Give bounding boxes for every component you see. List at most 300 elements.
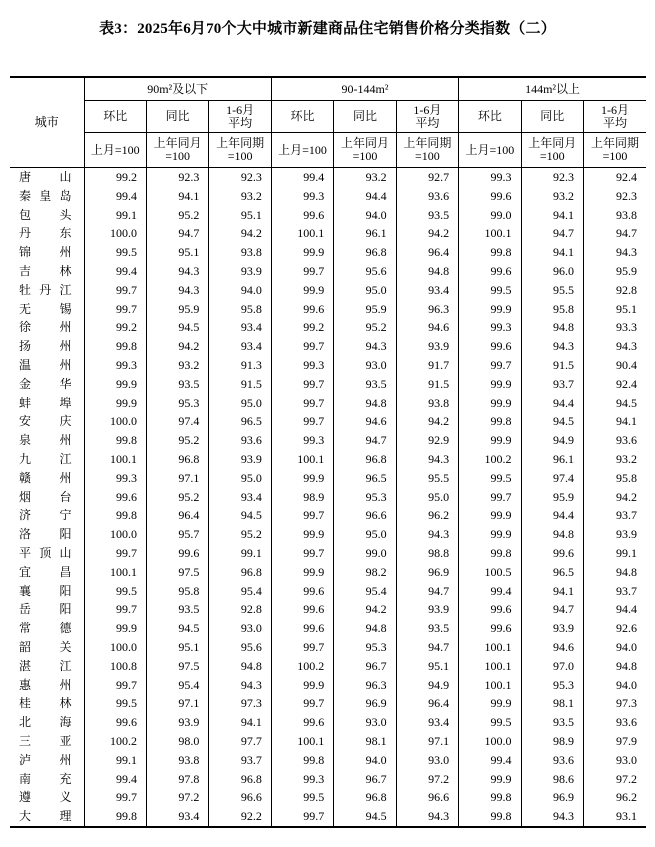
value-cell: 96.8 [209,563,271,582]
city-cell [10,168,84,187]
city-name: 温州 [19,357,72,372]
value-cell: 99.6 [271,600,333,619]
value-cell: 92.8 [209,600,271,619]
value-cell: 99.6 [459,619,521,638]
value-cell: 99.2 [271,318,333,337]
value-cell: 95.2 [146,488,208,507]
metric-header-avg: 1-6月 平均 [583,101,646,133]
value-cell: 94.4 [521,506,583,525]
table-row [10,582,646,601]
value-cell: 99.8 [84,506,146,525]
value-cell: 93.5 [146,375,208,394]
table-row [10,337,646,356]
city-name: 常德 [19,621,72,636]
value-cell: 100.8 [84,657,146,676]
value-cell: 93.6 [209,431,271,450]
value-cell: 94.3 [521,807,583,827]
value-cell: 99.7 [271,638,333,657]
table-row [10,751,646,770]
value-cell: 93.5 [334,375,396,394]
value-cell: 94.0 [209,281,271,300]
value-cell: 96.9 [521,788,583,807]
city-cell [10,356,84,375]
city-name: 九江 [19,451,72,466]
city-cell [10,770,84,789]
value-cell: 97.5 [146,563,208,582]
value-cell: 94.1 [209,713,271,732]
value-cell: 92.7 [396,168,458,187]
value-cell: 99.8 [459,544,521,563]
city-cell [10,807,84,827]
city-name: 徐州 [19,320,72,335]
value-cell: 95.3 [521,676,583,695]
table-row [10,412,646,431]
table-row [10,394,646,413]
value-cell: 99.7 [271,337,333,356]
base-header-same-month: 上年同月 =100 [334,133,396,168]
value-cell: 95.2 [146,206,208,225]
value-cell: 93.7 [209,751,271,770]
value-cell: 94.1 [521,243,583,262]
value-cell: 97.1 [146,694,208,713]
value-cell: 94.0 [583,676,646,695]
city-cell [10,582,84,601]
value-cell: 94.8 [583,563,646,582]
table-row [10,243,646,262]
value-cell: 96.8 [334,450,396,469]
value-cell: 92.4 [583,168,646,187]
value-cell: 93.9 [146,713,208,732]
value-cell: 97.2 [396,770,458,789]
value-cell: 91.5 [209,375,271,394]
city-name: 丹东 [19,226,72,241]
value-cell: 95.3 [334,488,396,507]
value-cell: 95.9 [334,300,396,319]
value-cell: 94.4 [521,394,583,413]
value-cell: 99.5 [459,469,521,488]
value-cell: 92.3 [521,168,583,187]
value-cell: 96.9 [396,563,458,582]
value-cell: 99.9 [459,770,521,789]
city-name: 洛阳 [19,527,72,542]
value-cell: 95.4 [209,582,271,601]
value-cell: 99.6 [84,488,146,507]
value-cell: 96.8 [209,770,271,789]
value-cell: 94.8 [334,619,396,638]
value-cell: 94.3 [146,281,208,300]
value-cell: 94.8 [521,525,583,544]
value-cell: 99.6 [271,206,333,225]
city-cell [10,394,84,413]
value-cell: 93.2 [583,450,646,469]
value-cell: 93.9 [209,262,271,281]
header-row-metrics [10,101,646,133]
value-cell: 95.0 [334,525,396,544]
group-header-90-144: 90-144m² [271,77,458,101]
value-cell: 94.3 [146,262,208,281]
value-cell: 99.7 [271,375,333,394]
value-cell: 93.5 [396,619,458,638]
value-cell: 99.3 [84,356,146,375]
value-cell: 95.1 [396,657,458,676]
city-name: 锦州 [19,245,72,260]
header-row-bases [10,133,646,168]
value-cell: 99.9 [459,525,521,544]
table-row [10,638,646,657]
value-cell: 93.6 [396,187,458,206]
value-cell: 93.2 [521,187,583,206]
value-cell: 98.0 [146,732,208,751]
table-row [10,300,646,319]
table-row [10,807,646,827]
value-cell: 94.3 [583,337,646,356]
value-cell: 93.0 [334,713,396,732]
city-cell [10,732,84,751]
value-cell: 99.1 [583,544,646,563]
city-name: 安庆 [19,414,72,429]
value-cell: 94.8 [334,394,396,413]
value-cell: 94.1 [583,412,646,431]
value-cell: 96.4 [396,694,458,713]
value-cell: 99.7 [84,544,146,563]
value-cell: 93.9 [583,525,646,544]
value-cell: 94.0 [583,638,646,657]
value-cell: 100.1 [271,450,333,469]
value-cell: 99.9 [459,375,521,394]
value-cell: 99.1 [84,751,146,770]
city-name: 惠州 [19,677,72,692]
value-cell: 99.6 [459,187,521,206]
value-cell: 93.8 [209,243,271,262]
value-cell: 99.9 [271,525,333,544]
value-cell: 93.6 [583,713,646,732]
city-name: 泸州 [19,752,72,767]
city-name: 三亚 [19,733,72,748]
value-cell: 93.2 [146,356,208,375]
value-cell: 99.7 [271,506,333,525]
value-cell: 95.8 [521,300,583,319]
value-cell: 94.3 [396,450,458,469]
value-cell: 99.9 [84,619,146,638]
table-header [10,77,646,168]
value-cell: 99.9 [459,506,521,525]
value-cell: 99.8 [84,807,146,827]
value-cell: 99.1 [209,544,271,563]
table-row [10,713,646,732]
value-cell: 94.2 [396,224,458,243]
value-cell: 95.5 [396,469,458,488]
city-cell [10,694,84,713]
city-name: 牡丹江 [19,282,72,297]
value-cell: 99.6 [459,337,521,356]
value-cell: 95.2 [334,318,396,337]
value-cell: 96.8 [334,788,396,807]
city-cell [10,469,84,488]
value-cell: 95.0 [209,469,271,488]
value-cell: 99.4 [271,168,333,187]
value-cell: 94.5 [146,619,208,638]
value-cell: 94.7 [396,582,458,601]
value-cell: 99.7 [84,600,146,619]
city-cell [10,187,84,206]
value-cell: 97.5 [146,657,208,676]
city-cell [10,300,84,319]
value-cell: 92.3 [209,168,271,187]
table-row [10,206,646,225]
value-cell: 95.4 [146,676,208,695]
table-row [10,600,646,619]
metric-header-avg: 1-6月 平均 [209,101,271,133]
value-cell: 95.0 [209,394,271,413]
value-cell: 100.1 [84,563,146,582]
value-cell: 99.6 [521,544,583,563]
value-cell: 99.1 [84,206,146,225]
value-cell: 100.1 [84,450,146,469]
value-cell: 93.7 [583,506,646,525]
city-cell [10,318,84,337]
value-cell: 96.6 [396,788,458,807]
table-row [10,375,646,394]
city-name: 金华 [19,376,72,391]
value-cell: 97.4 [521,469,583,488]
city-cell [10,638,84,657]
city-name: 北海 [19,715,72,730]
value-cell: 94.6 [334,412,396,431]
table-body [10,168,646,827]
city-name: 南充 [19,771,72,786]
value-cell: 93.9 [396,337,458,356]
value-cell: 99.7 [271,412,333,431]
value-cell: 96.5 [334,469,396,488]
city-name: 无锡 [19,301,72,316]
value-cell: 95.3 [334,638,396,657]
value-cell: 99.4 [84,262,146,281]
value-cell: 98.8 [396,544,458,563]
value-cell: 97.3 [583,694,646,713]
value-cell: 100.1 [459,638,521,657]
table-row [10,488,646,507]
value-cell: 94.4 [583,600,646,619]
metric-header-mom: 环比 [271,101,333,133]
value-cell: 99.6 [459,262,521,281]
value-cell: 93.0 [334,356,396,375]
value-cell: 96.9 [334,694,396,713]
value-cell: 94.2 [209,224,271,243]
value-cell: 97.4 [146,412,208,431]
table-row [10,657,646,676]
value-cell: 93.7 [583,582,646,601]
value-cell: 94.7 [396,638,458,657]
value-cell: 92.6 [583,619,646,638]
value-cell: 100.0 [84,525,146,544]
value-cell: 93.7 [521,375,583,394]
value-cell: 99.3 [459,168,521,187]
value-cell: 94.7 [521,600,583,619]
value-cell: 94.7 [334,431,396,450]
city-name: 宜昌 [19,564,72,579]
value-cell: 97.1 [146,469,208,488]
value-cell: 94.0 [334,206,396,225]
value-cell: 99.9 [271,563,333,582]
value-cell: 99.6 [271,582,333,601]
table-row [10,450,646,469]
city-cell [10,506,84,525]
table-row [10,770,646,789]
value-cell: 95.3 [146,394,208,413]
value-cell: 100.0 [84,412,146,431]
value-cell: 95.0 [396,488,458,507]
value-cell: 99.5 [84,694,146,713]
value-cell: 95.8 [209,300,271,319]
table-title: 表3：2025年6月70个大中城市新建商品住宅销售价格分类指数（二） [99,21,556,37]
value-cell: 94.3 [521,337,583,356]
value-cell: 95.6 [209,638,271,657]
value-cell: 99.3 [271,431,333,450]
table-row [10,619,646,638]
value-cell: 97.0 [521,657,583,676]
value-cell: 100.2 [271,657,333,676]
value-cell: 100.5 [459,563,521,582]
city-cell [10,412,84,431]
value-cell: 99.0 [459,206,521,225]
table-row [10,262,646,281]
value-cell: 99.7 [271,694,333,713]
value-cell: 99.9 [84,394,146,413]
value-cell: 99.9 [84,375,146,394]
value-cell: 94.1 [521,206,583,225]
value-cell: 92.2 [209,807,271,827]
city-column-header: 城市 [10,77,84,168]
value-cell: 95.9 [583,262,646,281]
value-cell: 97.8 [146,770,208,789]
value-cell: 99.9 [459,300,521,319]
metric-header-mom: 环比 [459,101,521,133]
value-cell: 99.8 [459,243,521,262]
value-cell: 93.4 [396,713,458,732]
value-cell: 99.4 [84,770,146,789]
value-cell: 99.2 [84,168,146,187]
metric-header-yoy: 同比 [146,101,208,133]
value-cell: 99.3 [271,187,333,206]
value-cell: 92.3 [583,187,646,206]
value-cell: 95.8 [583,469,646,488]
value-cell: 99.4 [459,751,521,770]
city-name: 大理 [19,809,72,824]
metric-header-avg: 1-6月 平均 [396,101,458,133]
city-cell [10,788,84,807]
table-row [10,168,646,187]
value-cell: 94.7 [583,224,646,243]
table-row [10,469,646,488]
value-cell: 95.1 [146,243,208,262]
value-cell: 99.3 [271,770,333,789]
value-cell: 96.3 [396,300,458,319]
value-cell: 94.9 [396,676,458,695]
value-cell: 94.3 [396,525,458,544]
value-cell: 94.5 [583,394,646,413]
value-cell: 99.8 [84,431,146,450]
value-cell: 98.6 [521,770,583,789]
value-cell: 93.2 [334,168,396,187]
table-row [10,788,646,807]
value-cell: 99.9 [271,469,333,488]
table-row [10,506,646,525]
value-cell: 98.9 [271,488,333,507]
city-cell [10,450,84,469]
value-cell: 99.9 [271,243,333,262]
value-cell: 94.9 [521,431,583,450]
table-row [10,224,646,243]
value-cell: 97.3 [209,694,271,713]
value-cell: 96.0 [521,262,583,281]
value-cell: 97.9 [583,732,646,751]
value-cell: 94.5 [521,412,583,431]
city-cell [10,619,84,638]
city-name: 包头 [19,207,72,222]
value-cell: 97.2 [583,770,646,789]
value-cell: 96.4 [396,243,458,262]
value-cell: 94.5 [334,807,396,827]
base-header-same-month: 上年同月 =100 [146,133,208,168]
value-cell: 96.6 [334,506,396,525]
value-cell: 99.9 [271,281,333,300]
value-cell: 100.0 [84,638,146,657]
value-cell: 94.1 [146,187,208,206]
base-header-same-period: 上年同期 =100 [583,133,646,168]
city-cell [10,600,84,619]
value-cell: 93.5 [521,713,583,732]
header-row-groups [10,77,646,101]
value-cell: 99.6 [459,600,521,619]
value-cell: 99.0 [334,544,396,563]
value-cell: 100.1 [459,224,521,243]
value-cell: 94.1 [521,582,583,601]
city-cell [10,676,84,695]
value-cell: 96.8 [334,243,396,262]
value-cell: 99.8 [459,807,521,827]
value-cell: 95.9 [521,488,583,507]
value-cell: 96.5 [209,412,271,431]
table-row [10,525,646,544]
value-cell: 93.6 [521,751,583,770]
value-cell: 94.8 [583,657,646,676]
city-cell [10,243,84,262]
base-header-prev-month: 上月=100 [271,133,333,168]
value-cell: 93.8 [396,394,458,413]
value-cell: 95.6 [334,262,396,281]
value-cell: 94.2 [583,488,646,507]
value-cell: 99.7 [84,676,146,695]
value-cell: 99.6 [271,713,333,732]
table-row [10,732,646,751]
value-cell: 99.5 [84,243,146,262]
value-cell: 99.9 [459,431,521,450]
table-row [10,694,646,713]
value-cell: 96.5 [521,563,583,582]
value-cell: 93.4 [209,488,271,507]
city-cell [10,713,84,732]
value-cell: 99.9 [271,676,333,695]
city-cell [10,337,84,356]
value-cell: 94.0 [334,751,396,770]
value-cell: 99.7 [84,300,146,319]
city-name: 岳阳 [19,602,72,617]
base-header-same-month: 上年同月 =100 [521,133,583,168]
value-cell: 99.7 [271,394,333,413]
city-cell [10,544,84,563]
price-index-table [10,76,646,828]
value-cell: 92.9 [396,431,458,450]
